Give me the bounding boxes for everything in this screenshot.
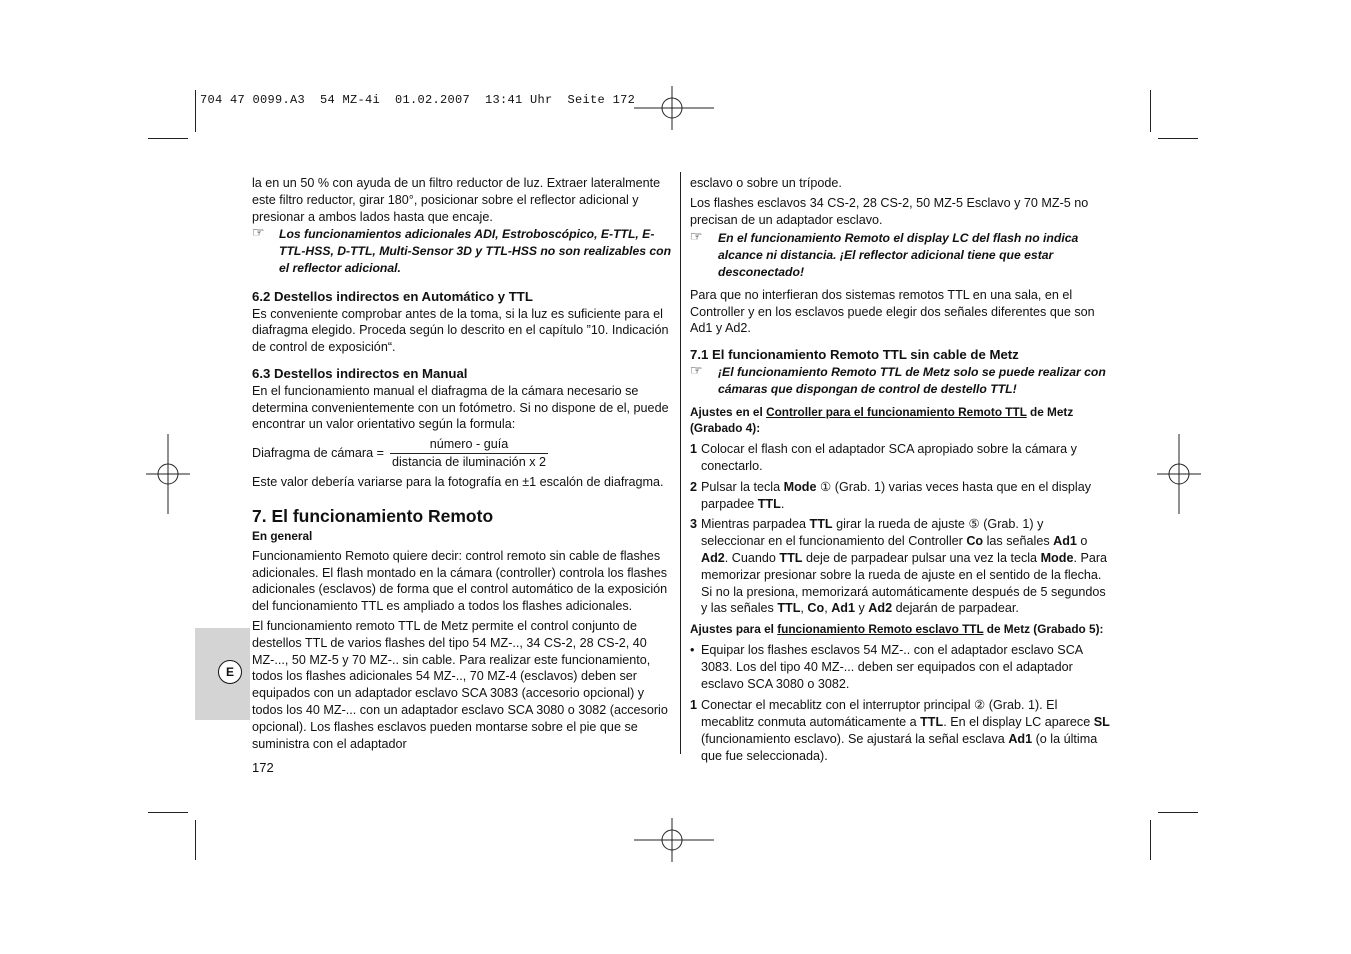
formula-numerator: número - guía [429,437,509,452]
note-text: En el funcionamiento Remoto el display LC del flash no indica alcance ni distancia. ¡El reflector adicional tiene que estar desconectado! [718,231,1079,279]
settings-heading [690,404,1110,438]
paragraph: Para que no interfieran dos sistemas remotos TTL en una sala, en el Controller y en los esclavos puede elegir dos señales diferentes que son Ad1 y Ad2. [690,287,1095,336]
step-number: 1 [690,442,698,457]
settings-heading-text: Ajustes en el [690,404,767,419]
page-number: 172 [252,760,274,775]
step-text: Mientras parpadea TTL girar la rueda de ajuste ⑤ (Grab. 1) y seleccionar en el funcionamiento del Controller Co las señales Ad1 o Ad2. Cuando TTL deje de parpadear pulsar una vez la tecla Mode. Para memorizar presionar sobre la rueda de ajuste en el sentido de la flecha. Si no la presiona, memorizará automáticamente después de 5 segundos y las señales TTL, Co, Ad1 y Ad2 dejarán de parpadear. [701,517,1108,616]
step-number: 2 [690,479,698,494]
paragraph: Este valor debería variarse para la fotografía en ±1 escalón de diafragma. [252,475,664,490]
crop-mark [1150,90,1151,132]
section-heading: 6.2 Destellos indirectos en Automático y TTL [252,288,533,304]
sub-heading: En general [252,528,313,543]
pointing-hand-icon: ☞ [252,224,265,241]
note-text: ¡El funcionamiento Remoto TTL de Metz solo se puede realizar con cámaras que dispongan de control de destello TTL! [718,364,1106,396]
formula [252,436,672,472]
registration-mark-icon [634,818,714,862]
settings-heading-underlined: Controller para el funcionamiento Remoto TTL [766,404,1027,419]
paragraph: Los flashes esclavos 34 CS-2, 28 CS-2, 50 MZ-5 Esclavo y 70 MZ-5 no precisan de un adaptador esclavo. [690,195,1089,227]
step-text: Colocar el flash con el adaptador SCA apropiado sobre la cámara y conectarlo. [701,442,1077,473]
right-column [690,175,1110,765]
step-text: Pulsar la tecla Mode ① (Grab. 1) varias veces hasta que en el display parpadee TTL. [701,479,1091,511]
settings-heading-text: de Metz (Grabado 4): [690,404,1074,436]
step-text: Conectar el mecablitz con el interruptor principal ② (Grab. 1). El mecablitz conmuta automáticamente a TTL. En el display LC aparece SL (funcionamiento esclavo). Se ajustará la señal esclava Ad1 (o la última que fue seleccionada). [701,698,1110,763]
paragraph: Funcionamiento Remoto quiere decir: control remoto sin cable de flashes adicionales. El flash montado en la cámara (controller) controla los flashes adicionales (esclavos) de forma que el control automático de la exposición del funcionamiento TTL es ampliado a todos los flashes adicionales. [252,548,668,614]
registration-mark-icon [634,86,714,130]
column-divider [680,172,681,754]
settings-heading-text: de Metz (Grabado 5): [983,622,1104,637]
paragraph: esclavo o sobre un trípode. [690,176,842,190]
crop-mark [1158,138,1198,139]
crop-mark [148,812,188,813]
section-heading: 6.3 Destellos indirectos en Manual [252,365,468,381]
paragraph: la en un 50 % con ayuda de un filtro reductor de luz. Extraer lateralmente este filtro reductor, girar 180°, posicionar sobre el reflector adicional y presionar a ambos lados hasta que encaje. [252,176,661,224]
registration-mark-icon [1157,434,1201,514]
settings-heading [690,621,1110,638]
left-column [252,175,672,752]
bullet: • [690,642,695,657]
language-tab [195,628,250,720]
bullet-text: Equipar los flashes esclavos 54 MZ-.. con el adaptador esclavo SCA 3083. Los del tipo 40 MZ-... deben ser equipados con el adaptador esclavo SCA 3080 o 3082. [701,642,1083,691]
crop-mark [1150,820,1151,860]
step-item [690,697,1110,764]
formula-denominator: distancia de iluminación x 2 [391,455,546,470]
step-number: 3 [690,517,698,532]
step-item [690,516,1110,617]
crop-mark [195,820,196,860]
section-heading: 7.1 El funcionamiento Remoto TTL sin cable de Metz [690,347,1019,363]
chapter-heading: 7. El funcionamiento Remoto [252,505,494,526]
paragraph: En el funcionamiento manual el diafragma de la cámara necesario se determina convenientemente con un fotómetro. Si no dispone de el, puede encontrar un valor orientativo según la formula: [252,383,669,432]
paragraph: Es conveniente comprobar antes de la toma, si la luz es suficiente para el diafragma elegido. Proceda según lo descrito en el capítulo ”10. Indicación de control de exposición“. [252,306,669,355]
print-header: 704 47 0099.A3 54 MZ-4i 01.02.2007 13:41 Uhr Seite 172 [200,93,636,107]
step-item [690,479,1110,513]
step-item [690,441,1110,475]
paragraph: El funcionamiento remoto TTL de Metz permite el control conjunto de destellos TTL de varios flashes del tipo 54 MZ-.., 34 CS-2, 28 CS-2, 40 MZ-..., 50 MZ-5 y 70 MZ-.. sin cable. Para realizar este funcionamiento, todos los flashes adicionales 54 MZ-.., 70 MZ-4 (esclavos) deben ser equipados con un adaptador esclavo SCA 3083 (accesorio opcional) y todos los 40 MZ-... con un adaptador esclavo SCA 3080 o 3082 (accesorio opcional). Los flashes esclavos pueden montarse sobre el pie que se suministra con el adaptador [252,618,668,751]
crop-mark [195,90,196,132]
crop-mark [1158,812,1198,813]
settings-heading-underlined: funcionamiento Remoto esclavo TTL [777,622,984,637]
step-number: 1 [690,698,698,713]
crop-mark [148,138,188,139]
note-text: Los funcionamientos adicionales ADI, Estroboscópico, E-TTL, E-TTL-HSS, D-TTL, Multi-Sensor 3D y TTL-HSS no son realizables con el reflector adicional. [279,227,672,275]
registration-mark-icon [146,434,190,514]
pointing-hand-icon: ☞ [690,228,703,245]
formula-label: Diafragma de cámara = [252,446,384,461]
settings-heading-text: Ajustes para el [690,622,778,637]
bullet-item [690,642,1110,692]
pointing-hand-icon: ☞ [690,361,703,378]
language-tab-letter: E [218,660,242,684]
